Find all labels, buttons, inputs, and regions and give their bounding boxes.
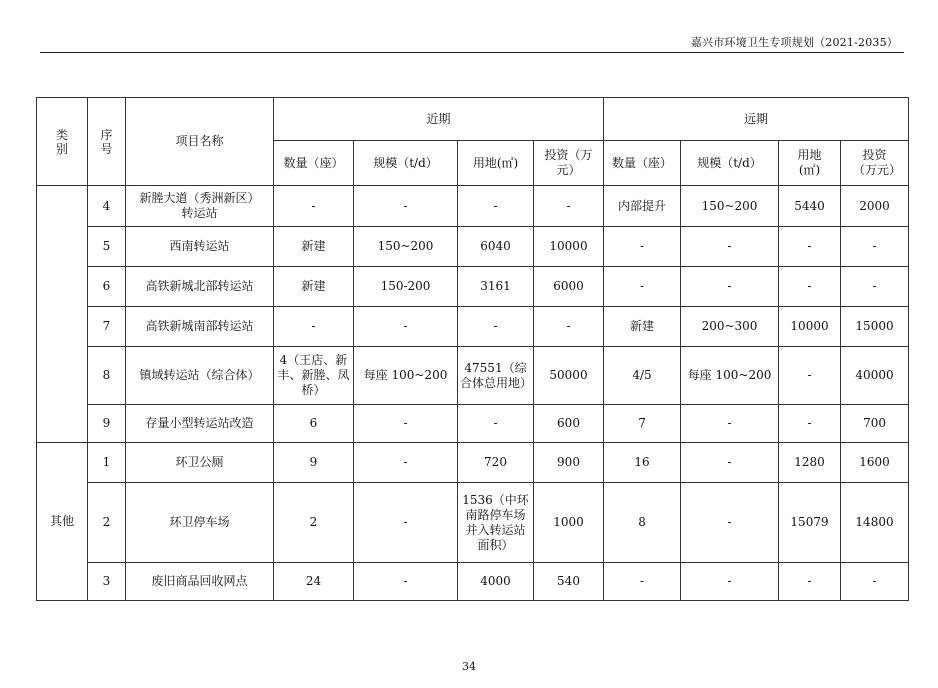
project-plan-table bbox=[36, 97, 909, 601]
table-row bbox=[37, 483, 909, 563]
index-cell: 6 bbox=[88, 267, 126, 307]
near-scale-cell: - bbox=[354, 483, 458, 563]
long-scale-cell: - bbox=[681, 405, 779, 443]
long-land-cell: 1280 bbox=[779, 443, 841, 483]
near-scale-cell: - bbox=[354, 563, 458, 601]
project-name-cell: 废旧商品回收网点 bbox=[126, 563, 274, 601]
table-row bbox=[37, 443, 909, 483]
long-quantity-cell: 4/5 bbox=[604, 347, 681, 405]
index-cell: 5 bbox=[88, 227, 126, 267]
long-land-cell: - bbox=[779, 405, 841, 443]
project-name-cell: 高铁新城南部转运站 bbox=[126, 307, 274, 347]
header-project-name: 项目名称 bbox=[126, 98, 274, 186]
near-land-cell: 6040 bbox=[458, 227, 534, 267]
table-row bbox=[37, 186, 909, 227]
near-investment-cell: 6000 bbox=[534, 267, 604, 307]
project-name-cell: 环卫公厕 bbox=[126, 443, 274, 483]
near-land-cell: 720 bbox=[458, 443, 534, 483]
long-scale-cell: - bbox=[681, 267, 779, 307]
long-scale-cell: - bbox=[681, 483, 779, 563]
index-cell: 7 bbox=[88, 307, 126, 347]
long-land-cell: 5440 bbox=[779, 186, 841, 227]
near-quantity-cell: 24 bbox=[274, 563, 354, 601]
page-number: 34 bbox=[462, 660, 476, 673]
near-quantity-cell: 2 bbox=[274, 483, 354, 563]
long-quantity-cell: 内部提升 bbox=[604, 186, 681, 227]
index-cell: 2 bbox=[88, 483, 126, 563]
header-long-quantity: 数量（座） bbox=[604, 141, 681, 186]
near-land-cell: 3161 bbox=[458, 267, 534, 307]
long-investment-cell: 40000 bbox=[841, 347, 909, 405]
header-long-term: 远期 bbox=[604, 98, 909, 141]
near-quantity-cell: 4（王店、新丰、新塍、凤桥） bbox=[274, 347, 354, 405]
long-land-cell: - bbox=[779, 227, 841, 267]
header-long-scale: 规模（t/d） bbox=[681, 141, 779, 186]
near-scale-cell: 150-200 bbox=[354, 267, 458, 307]
project-name-cell: 高铁新城北部转运站 bbox=[126, 267, 274, 307]
index-cell: 1 bbox=[88, 443, 126, 483]
near-investment-cell: 540 bbox=[534, 563, 604, 601]
header-near-quantity: 数量（座） bbox=[274, 141, 354, 186]
long-investment-cell: - bbox=[841, 227, 909, 267]
index-cell: 4 bbox=[88, 186, 126, 227]
table-row bbox=[37, 307, 909, 347]
near-land-cell: 4000 bbox=[458, 563, 534, 601]
long-scale-cell: - bbox=[681, 563, 779, 601]
index-cell: 8 bbox=[88, 347, 126, 405]
long-quantity-cell: - bbox=[604, 227, 681, 267]
project-name-cell: 环卫停车场 bbox=[126, 483, 274, 563]
header-near-land: 用地(㎡) bbox=[458, 141, 534, 186]
table-row bbox=[37, 347, 909, 405]
long-quantity-cell: - bbox=[604, 267, 681, 307]
near-quantity-cell: 新建 bbox=[274, 227, 354, 267]
near-scale-cell: - bbox=[354, 186, 458, 227]
project-name-cell: 镇域转运站（综合体） bbox=[126, 347, 274, 405]
long-quantity-cell: 新建 bbox=[604, 307, 681, 347]
near-scale-cell: - bbox=[354, 405, 458, 443]
near-scale-cell: - bbox=[354, 443, 458, 483]
long-investment-cell: 2000 bbox=[841, 186, 909, 227]
long-investment-cell: - bbox=[841, 563, 909, 601]
header-near-investment: 投资（万元） bbox=[534, 141, 604, 186]
near-investment-cell: 900 bbox=[534, 443, 604, 483]
near-quantity-cell: - bbox=[274, 186, 354, 227]
project-name-cell: 西南转运站 bbox=[126, 227, 274, 267]
near-land-cell: 47551（综合体总用地） bbox=[458, 347, 534, 405]
header-category: 类别 bbox=[37, 98, 88, 186]
index-cell: 9 bbox=[88, 405, 126, 443]
table-row bbox=[37, 227, 909, 267]
table-row bbox=[37, 563, 909, 601]
project-name-cell: 存量小型转运站改造 bbox=[126, 405, 274, 443]
header-divider bbox=[40, 52, 904, 53]
long-scale-cell: 150~200 bbox=[681, 186, 779, 227]
long-land-cell: - bbox=[779, 267, 841, 307]
long-quantity-cell: 16 bbox=[604, 443, 681, 483]
long-land-cell: 10000 bbox=[779, 307, 841, 347]
table-row bbox=[37, 267, 909, 307]
near-scale-cell: 150~200 bbox=[354, 227, 458, 267]
long-investment-cell: - bbox=[841, 267, 909, 307]
header-index: 序号 bbox=[88, 98, 126, 186]
near-investment-cell: 600 bbox=[534, 405, 604, 443]
near-investment-cell: - bbox=[534, 307, 604, 347]
long-land-cell: 15079 bbox=[779, 483, 841, 563]
long-quantity-cell: 8 bbox=[604, 483, 681, 563]
document-header-title: 嘉兴市环境卫生专项规划（2021-2035） bbox=[690, 36, 898, 49]
near-scale-cell: - bbox=[354, 307, 458, 347]
long-land-cell: - bbox=[779, 347, 841, 405]
near-quantity-cell: - bbox=[274, 307, 354, 347]
long-scale-cell: 200~300 bbox=[681, 307, 779, 347]
near-quantity-cell: 6 bbox=[274, 405, 354, 443]
long-investment-cell: 14800 bbox=[841, 483, 909, 563]
near-scale-cell: 每座 100~200 bbox=[354, 347, 458, 405]
long-quantity-cell: 7 bbox=[604, 405, 681, 443]
long-investment-cell: 700 bbox=[841, 405, 909, 443]
near-land-cell: - bbox=[458, 307, 534, 347]
index-cell: 3 bbox=[88, 563, 126, 601]
long-investment-cell: 1600 bbox=[841, 443, 909, 483]
header-long-land: 用地(㎡) bbox=[779, 141, 841, 186]
near-investment-cell: 10000 bbox=[534, 227, 604, 267]
header-near-term: 近期 bbox=[274, 98, 604, 141]
long-land-cell: - bbox=[779, 563, 841, 601]
near-land-cell: - bbox=[458, 186, 534, 227]
header-near-scale: 规模（t/d） bbox=[354, 141, 458, 186]
near-investment-cell: 1000 bbox=[534, 483, 604, 563]
category-cell: 其他 bbox=[37, 443, 88, 601]
table-row bbox=[37, 405, 909, 443]
near-quantity-cell: 新建 bbox=[274, 267, 354, 307]
near-quantity-cell: 9 bbox=[274, 443, 354, 483]
long-scale-cell: - bbox=[681, 443, 779, 483]
near-investment-cell: 50000 bbox=[534, 347, 604, 405]
long-scale-cell: 每座 100~200 bbox=[681, 347, 779, 405]
project-name-cell: 新塍大道（秀洲新区）转运站 bbox=[126, 186, 274, 227]
near-land-cell: - bbox=[458, 405, 534, 443]
category-cell bbox=[37, 186, 88, 443]
near-investment-cell: - bbox=[534, 186, 604, 227]
long-quantity-cell: - bbox=[604, 563, 681, 601]
header-long-investment: 投资（万元） bbox=[841, 141, 909, 186]
near-land-cell: 1536（中环南路停车场并入转运站面积） bbox=[458, 483, 534, 563]
long-scale-cell: - bbox=[681, 227, 779, 267]
long-investment-cell: 15000 bbox=[841, 307, 909, 347]
